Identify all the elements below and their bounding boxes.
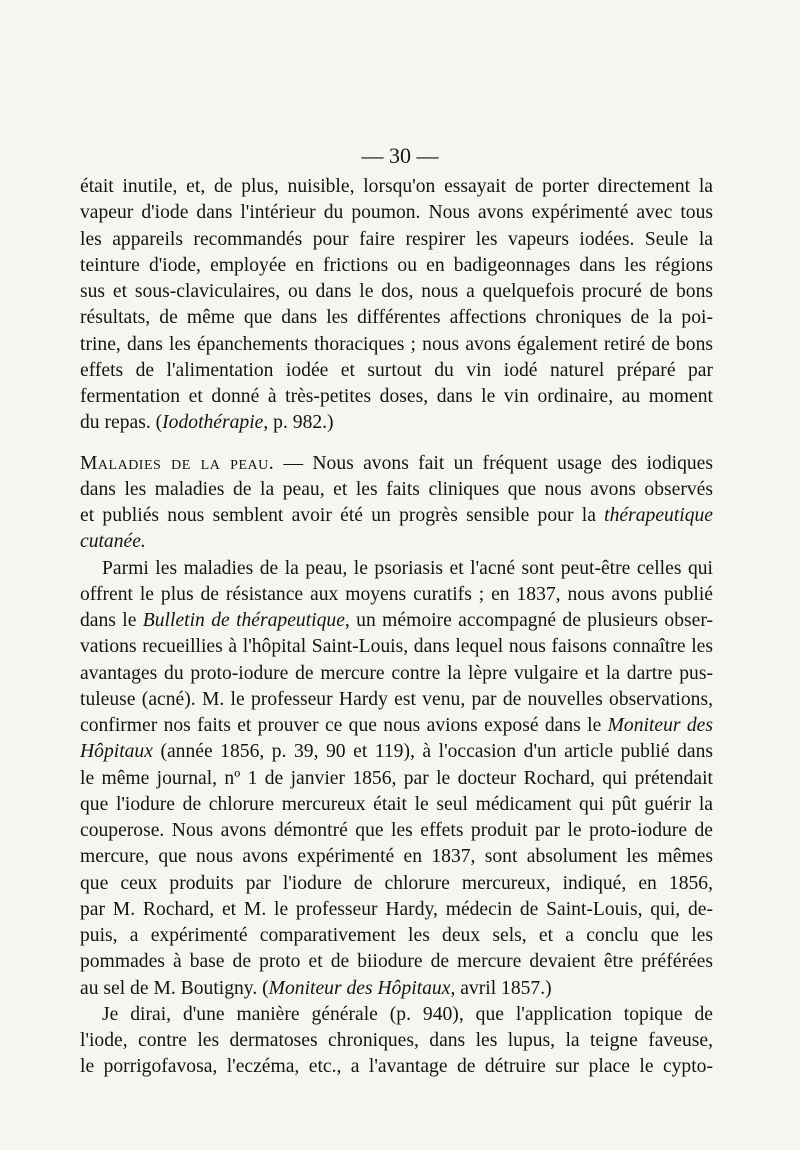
text-line [80, 976, 713, 1002]
text-line: vations recueillies à l'hôpital Saint-Louis, dans lequel nous faisons connaître les [80, 636, 713, 658]
text-line: fermentation et donné à très-petites doses, dans le vin ordinaire, au moment [80, 386, 713, 407]
paragraph-iodine-inhalation [80, 174, 713, 437]
text-run: , p. 982.) [263, 412, 334, 434]
text-line: pommades à base de proto et de biiodure de mercure devaient être préférées [80, 951, 713, 973]
text-line: offrent le plus de résistance aux moyens curatifs ; en 1837, nous avons publié [80, 583, 713, 605]
section-heading: Maladies de la peau. [80, 452, 275, 474]
page-number: — 30 — [361, 143, 439, 168]
text-run: du repas. ( [80, 412, 163, 434]
text-line: mercure, que nous avons expérimenté en 1837, sont absolument les mêmes [80, 846, 713, 868]
text-run: et publiés nous semblent avoir été un progrès sensible pour la [80, 505, 605, 526]
text-line [80, 410, 713, 436]
text-line: le même journal, nº 1 de janvier 1856, par le docteur Rochard, qui prétendait [80, 767, 713, 789]
text-line [80, 503, 713, 529]
text-line: couperose. Nous avons démontré que les effets produit par le proto-iodure de [80, 820, 713, 841]
text-line: vapeur d'iode dans l'intérieur du poumon. Nous avons expérimenté avec tous [80, 202, 713, 224]
citation-title: Hôpitaux [80, 741, 153, 763]
citation-title: Bulletin de thérapeutique [142, 610, 345, 631]
text-line: puis, a expérimenté comparativement les deux sels, et a conclu que les [80, 925, 713, 946]
text-line [80, 713, 713, 739]
paragraph-topical-iodine [80, 1002, 713, 1081]
text-line: effets de l'alimentation iodée et surtout du vin iodé naturel préparé par [80, 359, 713, 381]
text-line: Parmi les maladies de la peau, le psoriasis et l'acné sont peut-être celles qui [102, 557, 713, 579]
text-line [80, 739, 713, 765]
text-line: l'iode, contre les dermatoses chroniques, dans les lupus, la teigne faveuse, [80, 1030, 713, 1051]
text-line: tuleuse (acné). M. le professeur Hardy est venu, par de nouvelles observations, [80, 688, 713, 710]
text-line: par M. Rochard, et M. le professeur Hardy, médecin de Saint-Louis, qui, de- [80, 898, 713, 920]
text-run: , un mémoire accompagné de plusieurs obser- [344, 610, 713, 631]
text-line: résultats, de même que dans les différentes affections chroniques de la poi- [80, 307, 713, 329]
text-line [80, 451, 713, 477]
text-line: les appareils recommandés pour faire respirer les vapeurs iodées. Seule la [80, 228, 713, 250]
text-line: le porrigofavosa, l'eczéma, etc., a l'avantage de détruire sur place le cypto- [80, 1056, 713, 1078]
text-line [80, 529, 713, 555]
citation-title: Moniteur des Hôpitaux [268, 977, 451, 999]
body-text [80, 174, 713, 1081]
text-line: sus et sous-claviculaires, ou dans le dos, nous a quelquefois procuré de bons [80, 281, 713, 302]
paragraph-psoriasis-acne [80, 556, 713, 1002]
emphasis: thérapeutique [604, 505, 713, 526]
emphasis: cutanée. [80, 531, 146, 553]
text-run: (année 1856, p. 39, 90 et 119), à l'occasion d'un article publié dans [152, 741, 713, 763]
text-line: était inutile, et, de plus, nuisible, lorsqu'on essayait de porter directement la [80, 176, 713, 197]
text-line: que l'iodure de chlorure mercureux était le seul médicament qui pût guérir la [80, 793, 713, 815]
text-run: — Nous avons fait un fréquent usage des iodiques [274, 452, 713, 474]
text-line: trine, dans les épanchements thoraciques ; nous avons également retiré de bons [80, 333, 713, 355]
text-run: , avril 1857.) [450, 977, 552, 999]
text-run: dans le [80, 610, 143, 631]
citation-title: Moniteur des [607, 715, 713, 736]
text-line: Je dirai, d'une manière générale (p. 940), que l'application topique de [102, 1003, 713, 1025]
paragraph-skin-diseases [80, 451, 713, 556]
citation-title: Iodothérapie [162, 412, 264, 434]
text-run: au sel de M. Boutigny. ( [80, 977, 269, 999]
text-line: teinture d'iode, employée en frictions ou en badigeonnages dans les régions [80, 254, 713, 276]
text-line: avantages du proto-iodure de mercure contre la lèpre vulgaire et la dartre pus- [80, 662, 713, 684]
text-line [80, 608, 713, 634]
text-line: dans les maladies de la peau, et les faits cliniques que nous avons observés [80, 478, 713, 500]
text-run: confirmer nos faits et prouver ce que nous avions exposé dans le [80, 715, 608, 736]
text-line: que ceux produits par l'iodure de chlorure mercureux, indiqué, en 1856, [80, 872, 713, 894]
